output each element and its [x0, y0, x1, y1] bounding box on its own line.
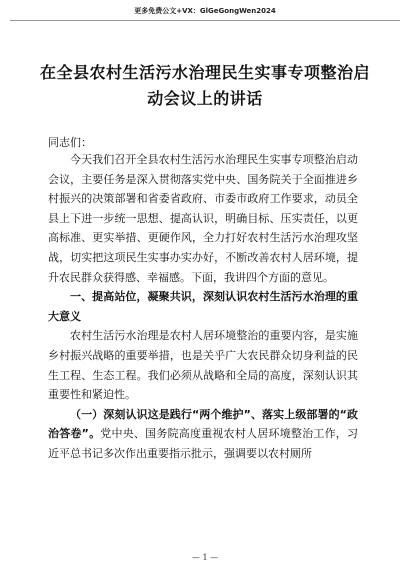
- section-1-paragraph: 农村生活污水治理是农村人居环境整治的重要内容，是实施乡村振兴战略的重要举措，也是关乎广大农民群众切身利益的民生工程、生态工程。我们必须从战略和全局的高度，深刻认识其重要性和紧迫性。: [48, 329, 358, 402]
- subsection-1-text: 党中央、国务院高度重视农村人居环境整治工作，习近平总书记多次作出重要指示批示，强调要以农村厕所: [48, 427, 358, 460]
- document-body: [48, 150, 358, 464]
- document-title: 在全县农村生活污水治理民生实事专项整治启动会议上的讲话: [40, 63, 371, 108]
- subsection-1-paragraph: [48, 405, 358, 464]
- page-number: — 1 —: [191, 553, 219, 562]
- section-heading-1: 一、提高站位，凝聚共识，深刻认识农村生活污水治理的重大意义: [48, 290, 358, 323]
- document-banner: 更多免费公文+VX：GlGeGongWen2024: [134, 7, 276, 15]
- subsection-1-lead: （一）深刻认识这是践行“两个维护”、落实上级部署的“政治答卷”。: [48, 407, 358, 441]
- header-divider: [10, 20, 400, 21]
- intro-paragraph: 今天我们召开全县农村生活污水治理民生实事专项整治启动会议，主要任务是深入贯彻落实党中央、国务院关于全面推进乡村振兴的决策部署和省委省政府、市委市政府工作要求，动员全县上下进一步统一思想、提高认识，明确目标、压实责任，以更高标准、更实举措、更硬作风，全力打好农村生活污水治理攻坚战，切实把这项民生实事办实办好，不断改善农村人居环境，提升农民群众获得感、幸福感。下面，我讲四个方面的意见。: [48, 153, 358, 284]
- salutation: 同志们：: [48, 136, 92, 149]
